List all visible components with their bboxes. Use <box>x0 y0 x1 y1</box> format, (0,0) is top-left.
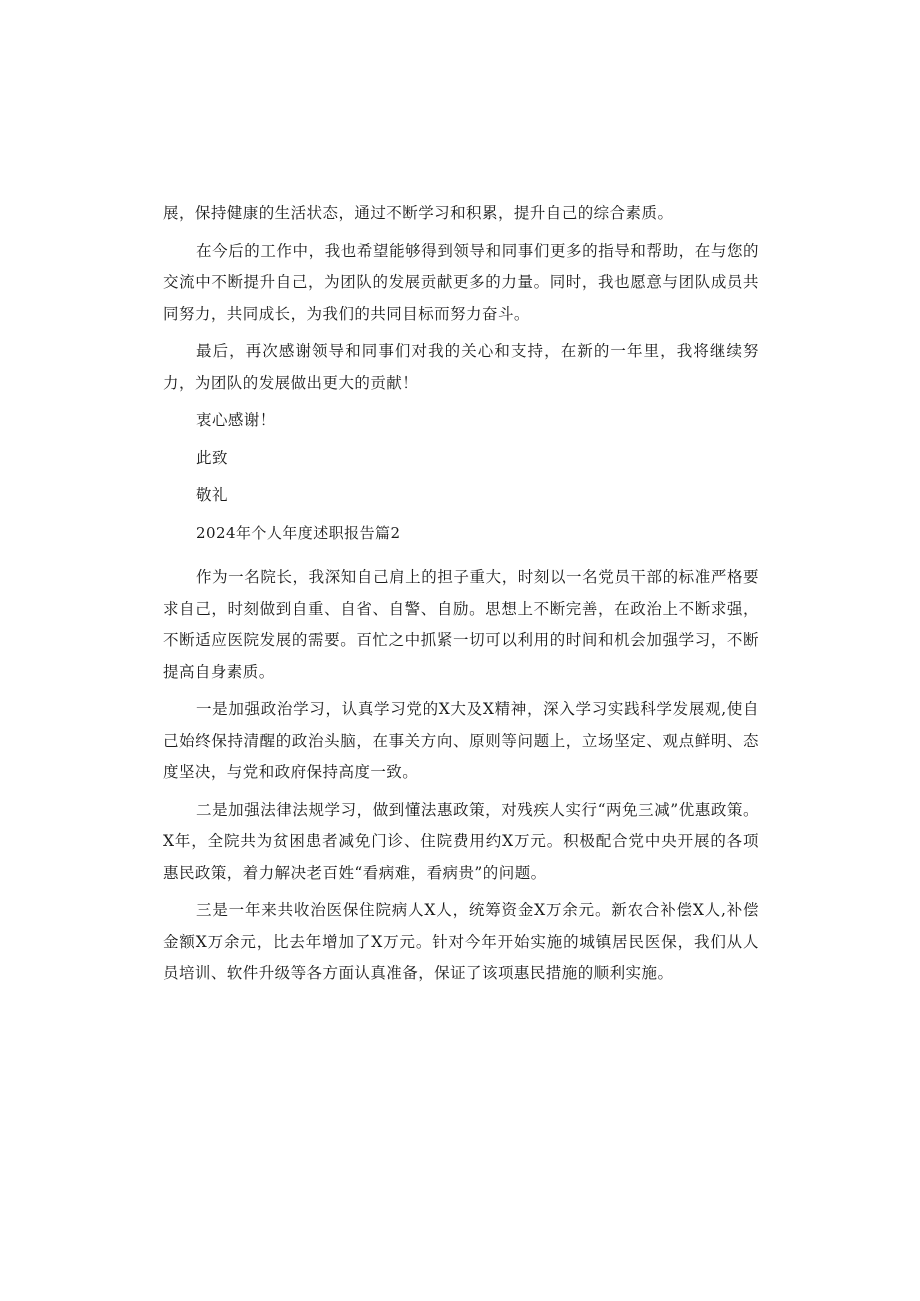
paragraph-president-intro: 作为一名院长，我深知自己肩上的担子重大，时刻以一名党员干部的标准严格要求自己，时刻做到自重、自省、自警、自励。思想上不断完善，在政治上不断求强，不断适应医院发展的需要。百忙之中抓紧一切可以利用的时间和机会加强学习，不断提高自身素质。 <box>163 568 759 681</box>
paragraph-law-study: 二是加强法律法规学习，做到懂法惠政策，对残疾人实行“两免三减”优惠政策。X年，全院共为贫困患者减免门诊、住院费用约X万元。积极配合党中央开展的各项惠民政策，着力解决老百姓“看病难，看病贵”的问题。 <box>163 800 759 882</box>
paragraph-political-study: 一是加强政治学习，认真学习党的X大及X精神，深入学习实践科学发展观,使自己始终保持清醒的政治头脑，在事关方向、原则等问题上，立场坚定、观点鲜明、态度坚决，与党和政府保持高度一致。 <box>163 700 759 781</box>
section-title: 2024年个人年度述职报告篇2 <box>196 523 401 542</box>
paragraph-insurance: 三是一年来共收治医保住院病人X人，统筹资金X万余元。新农合补偿X人,补偿金额X万余元，比去年增加了X万元。针对今年开始实施的城镇居民医保，我们从人员培训、软件升级等各方面认真准备，保证了该项惠民措施的顺利实施。 <box>163 901 759 982</box>
paragraph-future-work: 在今后的工作中，我也希望能够得到领导和同事们更多的指导和帮助，在与您的交流中不断提升自己，为团队的发展贡献更多的力量。同时，我也愿意与团队成员共同努力，共同成长，为我们的共同目标而努力奋斗。 <box>163 241 759 323</box>
paragraph-continuation: 展，保持健康的生活状态，通过不断学习和积累，提升自己的综合素质。 <box>163 204 674 222</box>
document-body <box>163 198 759 990</box>
closing-jing-li: 敬礼 <box>196 486 228 504</box>
closing-ci-zhi: 此致 <box>196 448 228 467</box>
paragraph-final-thanks: 最后，再次感谢领导和同事们对我的关心和支持，在新的一年里，我将继续努力，为团队的发展做出更大的贡献！ <box>163 342 759 392</box>
closing-thanks: 衷心感谢！ <box>196 411 276 429</box>
